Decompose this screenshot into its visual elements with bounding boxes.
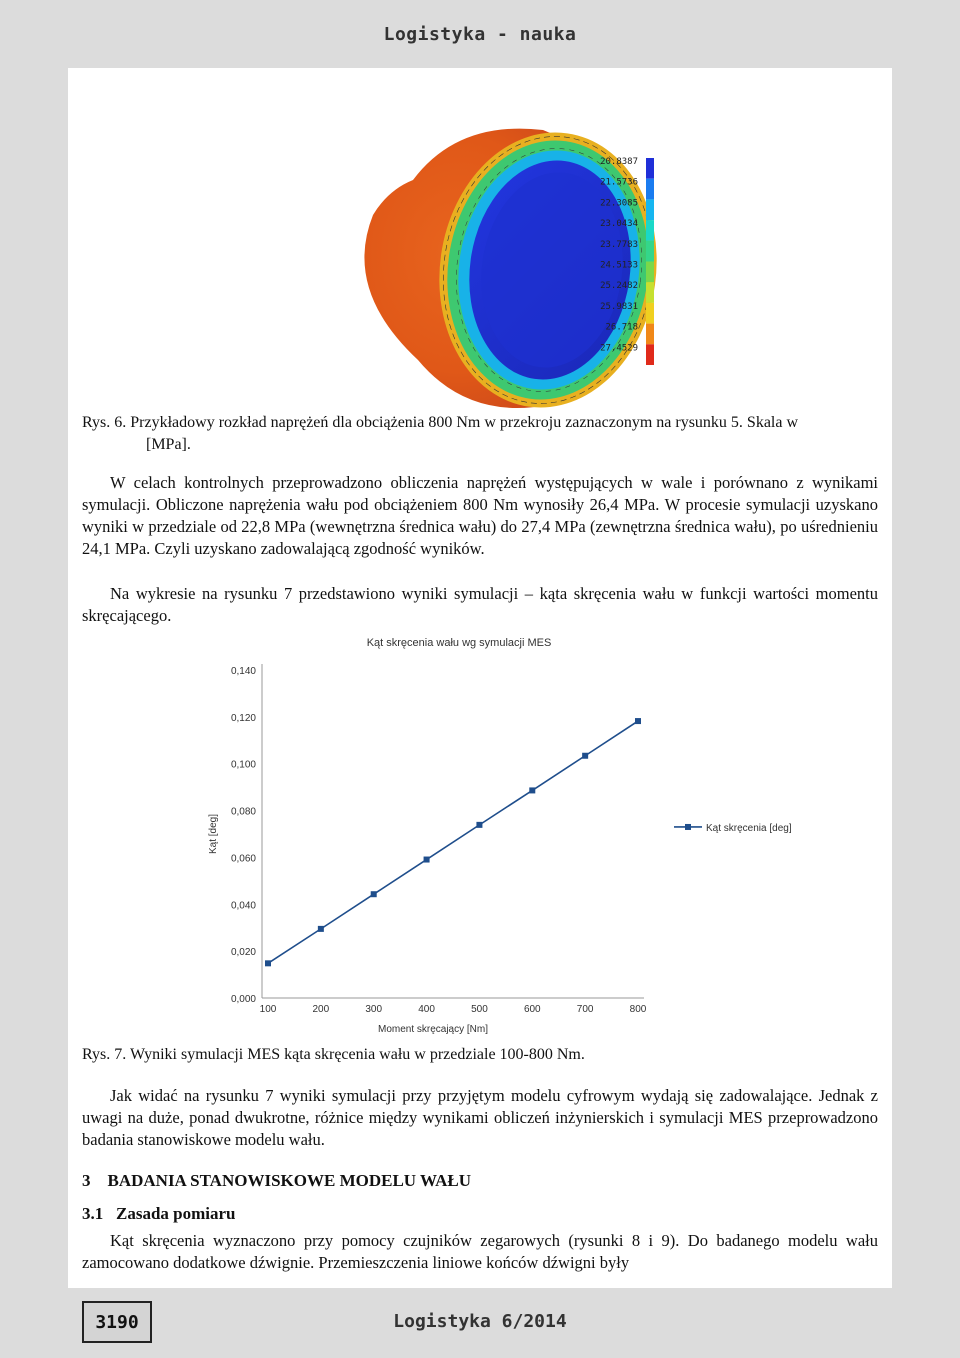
scale-color-swatch [646,262,654,283]
page-number: 3190 [95,1311,139,1333]
figure-7-chart [198,634,818,1054]
scale-color-swatch [646,220,654,241]
subsection-heading: 3.1 Zasada pomiaru [82,1204,236,1223]
paragraph-1: W celach kontrolnych przeprowadzono obliczenia naprężeń występujących w wale i porównano z wynikami symulacji. Obliczone naprężenia wału pod obciążeniem 800 Nm wynosiły 26,4 MPa. W procesie symulacji uzyskano wyniki w przedziale od 22,8 MPa (wewnętrzna średnica wału) do 27,4 MPa (zewnętrzna średnica wału), po uśrednieniu 24,1 MPa. Czyli uzyskano zadowalającą zgodność wyników. [82,473,878,558]
y-tick-label: 0,120 [230,712,256,724]
scale-label: 22.3085 [600,198,638,209]
legend-label: Kąt skręcenia [deg] [706,822,792,834]
data-point [318,926,324,932]
scale-color-swatch [646,158,654,179]
x-tick-label: 100 [259,1004,277,1015]
paragraph-3: Jak widać na rysunku 7 wyniki symulacji przy przyjętym modelu cyfrowym wydają się zadowalające. Jednak z uwagi na duże, ponad dwukrotne, różnice między wynikami obliczeń inżynierskich i symulacji MES przeprowadzono badania stanowiskowe modelu wału. [82,1086,878,1149]
data-point [635,718,641,724]
scale-color-swatch [646,282,654,303]
page [68,68,892,1288]
scale-label: 23.0434 [600,219,638,230]
figure-6-caption-line1: Rys. 6. Przykładowy rozkład naprężeń dla obciążenia 800 Nm w przekroju zaznaczonym na rysunku 5. Skala w [82,414,799,431]
scale-label: 20.8387 [600,157,638,167]
running-header: Logistyka - nauka [383,24,577,45]
scale-label: 27.4529 [600,343,638,354]
data-point [265,960,271,966]
paragraph-4: Kąt skręcenia wyznaczono przy pomocy czujników zegarowych (rysunki 8 i 9). Do badanego modelu wału zamocowano dodatkowe dźwignie. Przemieszczenia liniowe końców dźwigni były [82,1231,878,1272]
figure-6 [338,120,738,420]
scale-color-swatch [646,344,654,365]
x-tick-label: 300 [365,1004,383,1015]
y-tick-label: 0,060 [230,853,256,865]
data-point [424,857,430,863]
y-tick-label: 0,000 [230,994,256,1005]
journal-footer: Logistyka 6/2014 [393,1311,567,1332]
section-heading: 3 BADANIA STANOWISKOWE MODELU WAŁU [82,1171,472,1190]
scale-color-swatch [646,199,654,220]
x-tick-label: 800 [629,1004,647,1015]
y-tick-label: 0,100 [230,759,256,771]
chart-title: Kąt skręcenia wału wg symulacji MES [366,637,552,649]
x-tick-label: 200 [312,1004,330,1015]
x-tick-label: 700 [576,1004,594,1015]
data-point [529,787,535,793]
paragraph-2: Na wykresie na rysunku 7 przedstawiono wyniki symulacji – kąta skręcenia wału w funkcji wartości momentu skręcającego. [82,584,878,625]
data-point [371,891,377,897]
scale-label: 25.9831 [600,301,638,312]
scale-color-swatch [646,324,654,345]
x-tick-label: 600 [523,1004,541,1015]
data-point [582,753,588,759]
scale-color-swatch [646,241,654,262]
scale-color-swatch [646,303,654,324]
y-tick-label: 0,080 [230,806,256,818]
y-tick-label: 0,140 [230,666,256,677]
scale-color-swatch [646,179,654,200]
figure-6-caption [82,412,878,456]
stress-ring-image [338,120,738,420]
legend-marker [685,824,691,830]
data-point [476,822,482,828]
figure-6-caption-line2: [MPa]. [146,436,191,453]
scale-label: 23.7783 [600,239,638,250]
y-tick-label: 0,040 [230,900,256,912]
chart-svg [198,634,818,1054]
scale-label: 21.5736 [600,177,638,188]
y-tick-label: 0,020 [230,947,256,959]
figure-7-caption: Rys. 7. Wyniki symulacji MES kąta skręcenia wału w przedziale 100-800 Nm. [82,1046,585,1063]
x-axis-label: Moment skręcający [Nm] [377,1024,489,1035]
y-axis-label: Kąt [deg] [208,813,219,855]
scale-label: 26.718 [605,322,638,333]
scale-label: 24.5133 [600,260,638,271]
x-tick-label: 400 [418,1004,435,1015]
scale-label: 25.2482 [600,281,638,292]
x-tick-label: 500 [471,1004,488,1015]
